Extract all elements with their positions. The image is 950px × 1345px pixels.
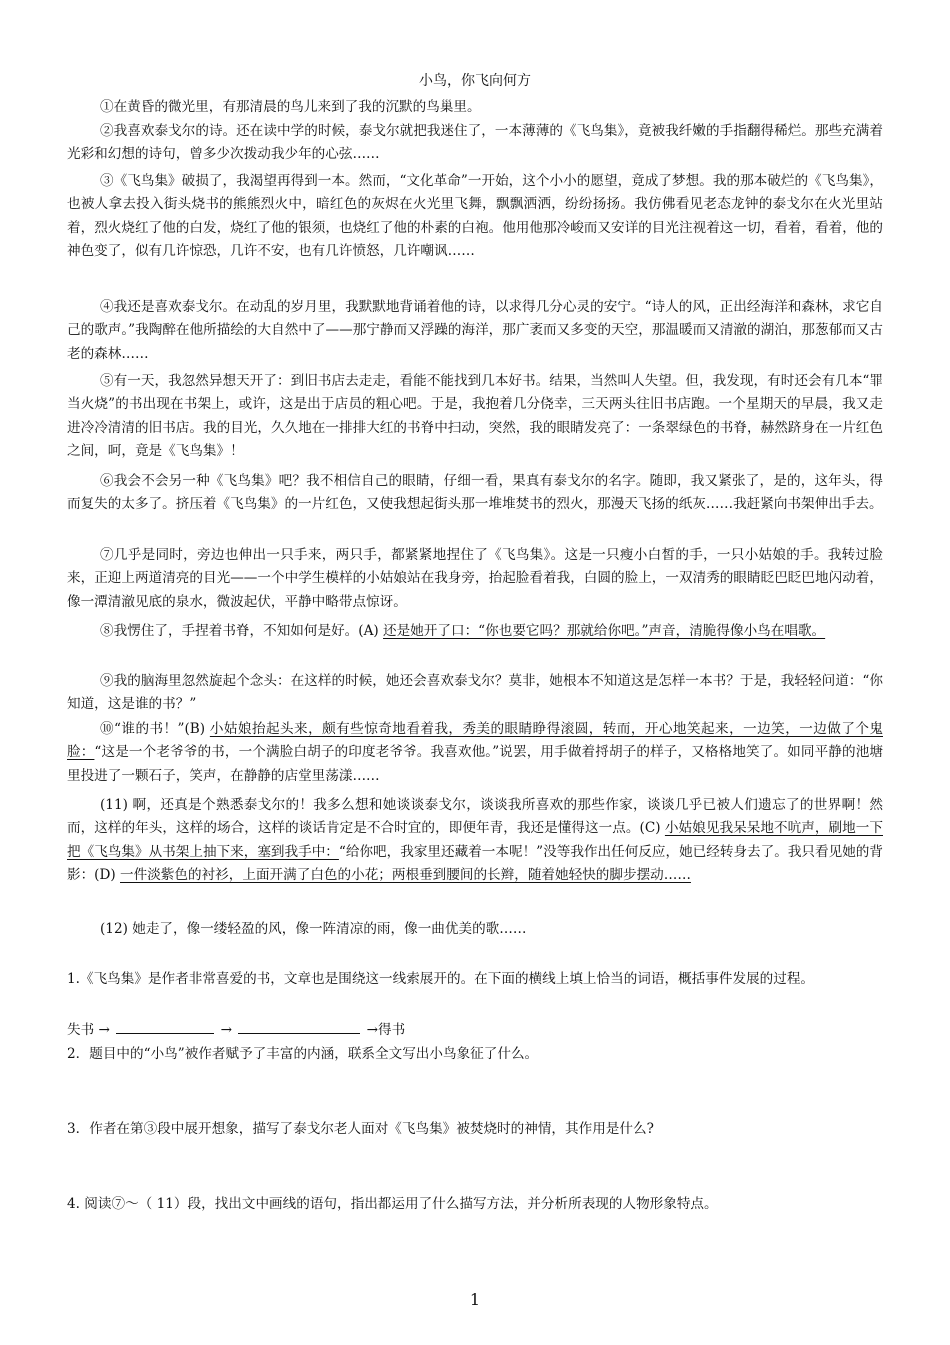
paragraph-12 bbox=[67, 918, 883, 941]
paragraph-7 bbox=[67, 544, 883, 614]
paragraph-8 bbox=[67, 620, 883, 643]
underlined-sentence: 一件淡紫色的衬衫，上面开满了白色的小花；两根垂到腰间的长辫，随着她轻快的脚步摆动…… bbox=[120, 866, 691, 883]
paragraph-text: “这是一个老爷爷的书，一个满脸白胡子的印度老爷爷。我喜欢他。”说罢，用手做着捋胡子的样子，又格格地笑了。如同平静的池塘里投进了一颗石子，笑声，在静静的店堂里荡漾…… bbox=[67, 744, 883, 784]
paragraph-6 bbox=[67, 470, 883, 517]
q1-arrow-label: → bbox=[220, 1022, 232, 1038]
q1-start-label: 失书 → bbox=[67, 1022, 110, 1038]
paragraph-text: “给你吧，我家里还藏着一本呢！”没等我作出任何反应，她已经转身去了。我只看见她的背影：(D) bbox=[67, 843, 884, 883]
paragraph-4 bbox=[67, 296, 883, 366]
paragraph-text: ①在黄昏的微光里，有那清晨的鸟儿来到了我的沉默的鸟巢里。 bbox=[100, 99, 481, 115]
question-4: 4. 阅读⑦～（ 11）段，找出文中画线的语句，指出都运用了什么描写方法，并分析所表现的人物形象特点。 bbox=[67, 1196, 718, 1212]
underlined-sentence: 小姑娘见我呆呆地不吭声，刷地一下把《飞鸟集》从书架上抽下来，塞到我手中： bbox=[67, 820, 883, 860]
paragraph-text: ④我还是喜欢泰戈尔。在动乱的岁月里，我默默地背诵着他的诗，以求得几分心灵的安宁。“诗人的风，正出经海洋和森林，求它自己的歌声。”我陶醉在他所描绘的大自然中了——那宁静而又浮躁的海洋，那广袤而又多变的天空，那温暖而又清澈的湖泊，那葱郁而又古老的森林…… bbox=[67, 299, 883, 362]
paragraph-text: (11) 啊，还真是个熟悉泰戈尔的！我多么想和她谈谈泰戈尔，谈谈我所喜欢的那些作家，谈谈几乎已被人们遗忘了的世界啊！然而，这样的年头，这样的场合，这样的谈话肯定是不合时宜的，即便年青，我还是懂得这一点。(C) bbox=[67, 797, 883, 837]
article-title: 小鸟，你飞向何方 bbox=[419, 73, 531, 89]
paragraph-3 bbox=[67, 170, 883, 263]
paragraph-text: ③《飞鸟集》破损了，我渴望再得到一本。然而，“文化革命”一开始，这个小小的愿望，竟成了梦想。我的那本破烂的《飞鸟集》，也被人拿去投入街头烧书的熊熊烈火中，暗红色的灰烬在火光里飞舞，飘飘洒洒，纷纷扬扬。我仿佛看见老态龙钟的泰戈尔在火光里站着，烈火烧红了他的白发，烧红了他的银须，也烧红了他的朴素的白袍。他用他那冷峻而又安详的目光注视着这一切，看着，看着，他的神色变了，似有几许惊恐，几许不安，也有几许愤怒，几许嘲讽…… bbox=[67, 173, 883, 259]
paragraph-text: ⑨我的脑海里忽然旋起个念头：在这样的时候，她还会喜欢泰戈尔？莫非，她根本不知道这是怎样一本书？于是，我轻轻问道：“你知道，这是谁的书？” bbox=[67, 673, 883, 713]
q1-blank-2[interactable] bbox=[238, 1019, 360, 1034]
underlined-sentence: 小姑娘抬起头来，颇有些惊奇地看着我，秀美的眼睛睁得滚圆，转而，开心地笑起来，一边笑，一边做了个鬼脸： bbox=[67, 721, 883, 761]
question-1-answer-row bbox=[67, 1019, 883, 1042]
paragraph-text: ⑩“谁的书！”(B) bbox=[100, 721, 210, 737]
paragraph-text: ⑥我会不会另一种《飞鸟集》吧？我不相信自己的眼睛，仔细一看，果真有泰戈尔的名字。随即，我又紧张了，是的，这年头，得而复失的太多了。挤压着《飞鸟集》的一片红色，又使我想起街头那一堆堆焚书的烈火，那漫天飞扬的纸灰……我赶紧向书架伸出手去。 bbox=[67, 473, 883, 513]
question-1: 1.《飞鸟集》是作者非常喜爱的书，文章也是围绕这一线索展开的。在下面的横线上填上恰当的词语，概括事件发展的过程。 bbox=[67, 971, 815, 987]
paragraph-text: ②我喜欢泰戈尔的诗。还在读中学的时候，泰戈尔就把我迷住了，一本薄薄的《飞鸟集》，竟被我纤嫩的手指翻得稀烂。那些充满着光彩和幻想的诗句，曾多少次拨动我少年的心弦…… bbox=[67, 123, 883, 163]
paragraph-text: ⑤有一天，我忽然异想天开了：到旧书店去走走，看能不能找到几本好书。结果，当然叫人失望。但，我发现，有时还会有几本“罪当火烧”的书出现在书架上，或许，这是出于店员的粗心吧。于是，我抱着几分侥幸，三天两头往旧书店跑。一个星期天的早晨，我又走进冷冷清清的旧书店。我的目光，久久地在一排排大红的书脊中扫动，突然，我的眼睛发亮了：一条翠绿色的书脊，赫然跻身在一片红色之间，呵，竟是《飞鸟集》！ bbox=[67, 373, 883, 459]
paragraph-1 bbox=[67, 96, 883, 119]
page-number: 1 bbox=[469, 1290, 481, 1309]
paragraph-text: (12) 她走了，像一缕轻盈的风，像一阵清凉的雨，像一曲优美的歌…… bbox=[100, 921, 527, 937]
paragraph-5 bbox=[67, 370, 883, 463]
underlined-sentence: 还是她开了口：“你也要它吗？那就给你吧。”声音，清脆得像小鸟在唱歌。 bbox=[383, 623, 826, 639]
q1-blank-1[interactable] bbox=[116, 1019, 214, 1034]
paragraph-text: ⑦几乎是同时，旁边也伸出一只手来，两只手，都紧紧地捏住了《飞鸟集》。这是一只瘦小白皙的手，一只小姑娘的手。我转过脸来，正迎上两道清亮的目光——一个中学生模样的小姑娘站在我身旁，抬起脸看着我，白圆的脸上，一双清秀的眼睛眨巴眨巴地闪动着，像一潭清澈见底的泉水，微波起伏，平静中略带点惊讶。 bbox=[67, 547, 883, 610]
paragraph-10 bbox=[67, 718, 883, 788]
question-3: 3．作者在第③段中展开想象，描写了泰戈尔老人面对《飞鸟集》被焚烧时的神情，其作用是什么? bbox=[67, 1121, 654, 1137]
paragraph-text: ⑧我愣住了，手捏着书脊，不知如何是好。(A) bbox=[100, 623, 384, 639]
q1-end-label: →得书 bbox=[366, 1022, 406, 1038]
paragraph-9 bbox=[67, 670, 883, 717]
paragraph-2 bbox=[67, 120, 883, 167]
question-2: 2．题目中的“小鸟”被作者赋予了丰富的内涵，联系全文写出小鸟象征了什么。 bbox=[67, 1046, 539, 1062]
paragraph-11 bbox=[67, 794, 883, 887]
